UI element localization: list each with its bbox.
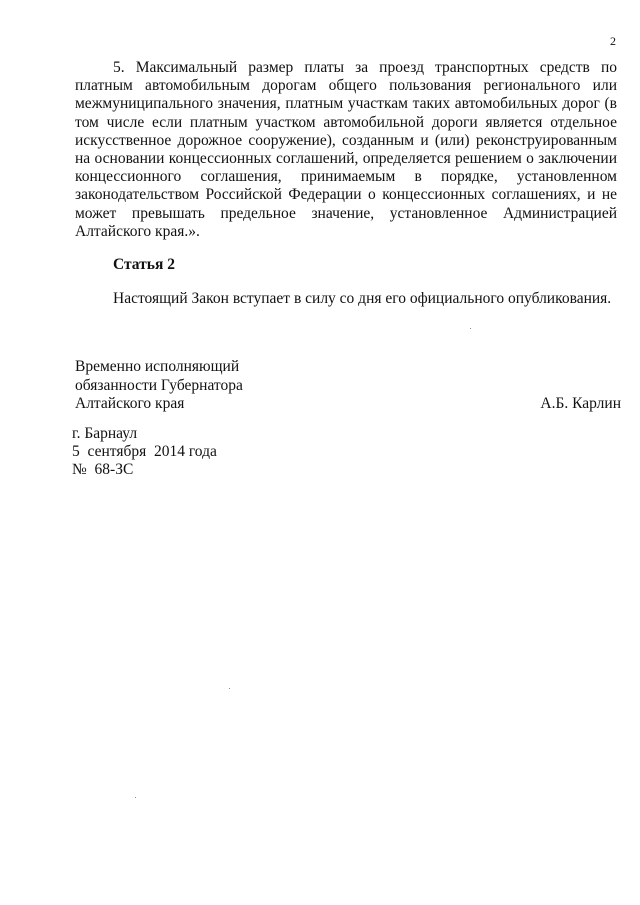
place-city: г. Барнаул xyxy=(72,425,138,442)
scan-speck xyxy=(135,797,136,798)
law-number: № 68-ЗС xyxy=(72,461,134,478)
signatory-title-line-2: обязанности Губернатора xyxy=(75,376,243,394)
signatory-title-line-3: Алтайского края xyxy=(75,395,185,412)
article-2-text: Настоящий Закон вступает в силу со дня его официального опубликования. xyxy=(113,290,612,307)
place-date-block xyxy=(72,425,217,479)
signatory-title-line-1: Временно исполняющий xyxy=(75,358,240,375)
clause-5-text: 5. Максимальный размер платы за проезд транспортных средств по платным автомобильным дорогам общего пользования регионального или межмуниципального значения, платным участкам таких автомобильных дорог (в том числе если платным участком автомобильной дороги является отдельное искусственное дорожное сооружение), созданным и (или) реконструированным на основании концессионных соглашений, определяется решением о заключении концессионного соглашения, принимаемым в порядке, установленном законодательством Российской Федерации о концессионных соглашениях, и не может превышать предельное значение, установленное Администрацией Алтайского края.». xyxy=(75,59,617,240)
page-number: 2 xyxy=(610,34,616,48)
article-2-heading: Статья 2 xyxy=(113,256,175,273)
clause-5 xyxy=(75,59,617,241)
scan-speck xyxy=(229,688,230,689)
signature-block xyxy=(75,358,621,414)
scan-speck xyxy=(470,328,471,329)
signing-date: 5 сентября 2014 года xyxy=(72,443,217,460)
signatory-row xyxy=(75,395,621,414)
signatory-name: А.Б. Карлин xyxy=(540,395,621,412)
